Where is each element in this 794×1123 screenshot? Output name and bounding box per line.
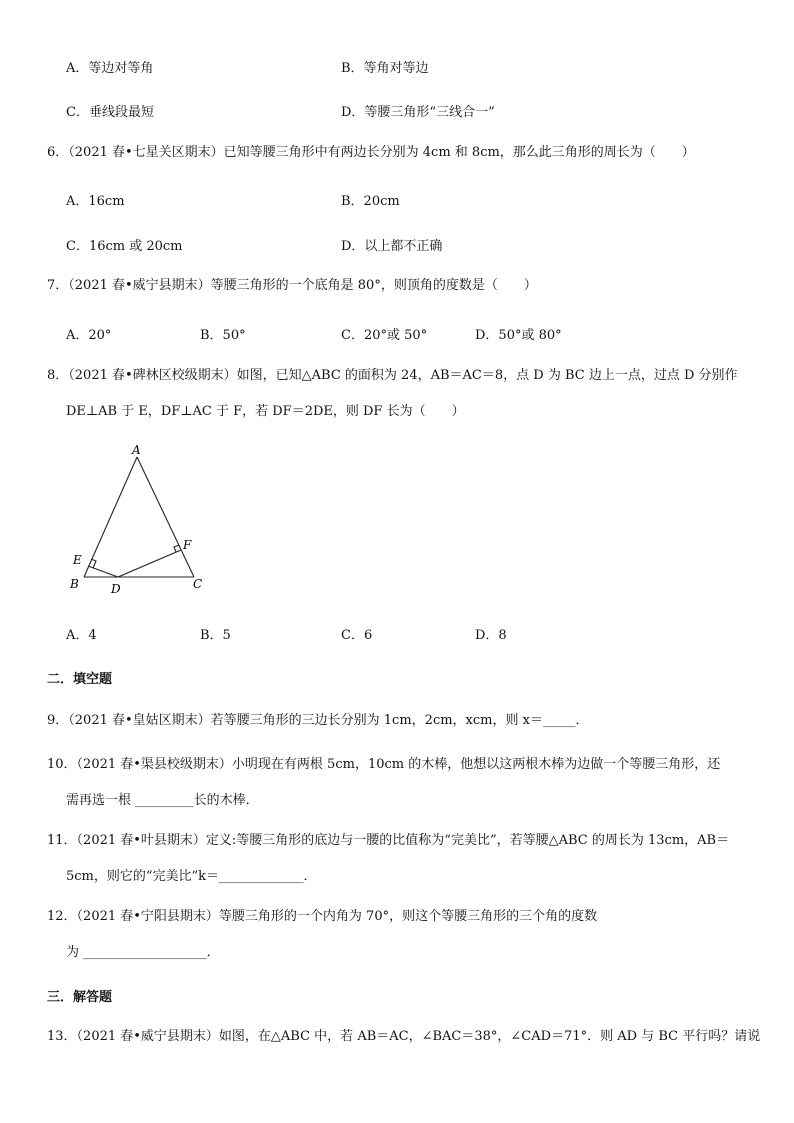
q5-option-d: D．等腰三角形“三线合一” <box>341 105 495 120</box>
q5-option-a: A．等边对等角 <box>66 61 154 76</box>
segment-de <box>88 566 118 577</box>
q11-line2: 5cm，则它的“完美比”k＝_____________． <box>66 869 317 884</box>
q12-line1: 12．（2021 春•宁阳县期末）等腰三角形的一个内角为 70°，则这个等腰三角形的三个角的度数 <box>47 909 598 924</box>
q10-line1: 10．（2021 春•渠县校级期末）小明现在有两根 5cm，10cm 的木棒，他想以这两根木棒为边做一个等腰三角形，还 <box>47 757 721 772</box>
q6-stem: 6．（2021 春•七星关区期末）已知等腰三角形中有两边长分别为 4cm 和 8cm，那么此三角形的周长为（ ） <box>47 145 695 160</box>
q8-option-d: D．8 <box>475 628 507 643</box>
label-e: E <box>73 553 82 567</box>
section-solve-heading: 三．解答题 <box>47 990 113 1005</box>
label-a: A <box>132 443 141 457</box>
segment-df <box>118 550 181 577</box>
triangle-figure <box>60 440 220 600</box>
q8-stem-line1: 8．（2021 春•碑林区校级期末）如图，已知△ABC 的面积为 24，AB＝AC＝8，点 D 为 BC 边上一点，过点 D 分别作 <box>47 368 738 383</box>
label-f: F <box>183 538 192 552</box>
q10-line2: 需再选一根 _________长的木棒． <box>66 793 259 808</box>
label-c: C <box>193 577 203 591</box>
q6-option-c: C．16cm 或 20cm <box>66 239 183 254</box>
q7-option-c: C．20°或 50° <box>341 328 428 343</box>
q13-stem: 13．（2021 春•威宁县期末）如图，在△ABC 中，若 AB＝AC，∠BAC＝38°，∠CAD＝71°．则 AD 与 BC 平行吗？请说 <box>47 1029 761 1044</box>
q7-option-a: A．20° <box>66 328 112 343</box>
q11-line1: 11．（2021 春•叶县期末）定义:等腰三角形的底边与一腰的比值称为“完美比”，若等腰△ABC 的周长为 13cm，AB＝ <box>47 833 730 848</box>
q7-option-b: B．50° <box>200 328 246 343</box>
q9-stem: 9．（2021 春•皇姑区期末）若等腰三角形的三边长分别为 1cm，2cm，xcm，则 x＝_____． <box>47 713 589 728</box>
section-fill-in-heading: 二．填空题 <box>47 672 113 687</box>
q7-stem: 7．（2021 春•威宁县期末）等腰三角形的一个底角是 80°，则顶角的度数是（ ） <box>47 278 537 293</box>
q8-option-a: A．4 <box>66 628 97 643</box>
q8-option-b: B．5 <box>200 628 231 643</box>
q6-option-a: A．16cm <box>66 194 125 209</box>
q12-line2: 为 ___________________． <box>66 945 220 960</box>
label-d: D <box>111 582 121 596</box>
q6-option-b: B．20cm <box>341 194 400 209</box>
q5-option-b: B．等角对等边 <box>341 61 429 76</box>
q5-option-c: C．垂线段最短 <box>66 105 154 120</box>
segment-ac <box>137 457 194 577</box>
q8-option-c: C．6 <box>341 628 373 643</box>
q6-option-d: D．以上都不正确 <box>341 239 443 254</box>
label-b: B <box>70 577 79 591</box>
q7-option-d: D．50°或 80° <box>475 328 562 343</box>
q8-stem-line2: DE⊥AB 于 E，DF⊥AC 于 F，若 DF＝2DE，则 DF 长为（ ） <box>66 404 465 419</box>
